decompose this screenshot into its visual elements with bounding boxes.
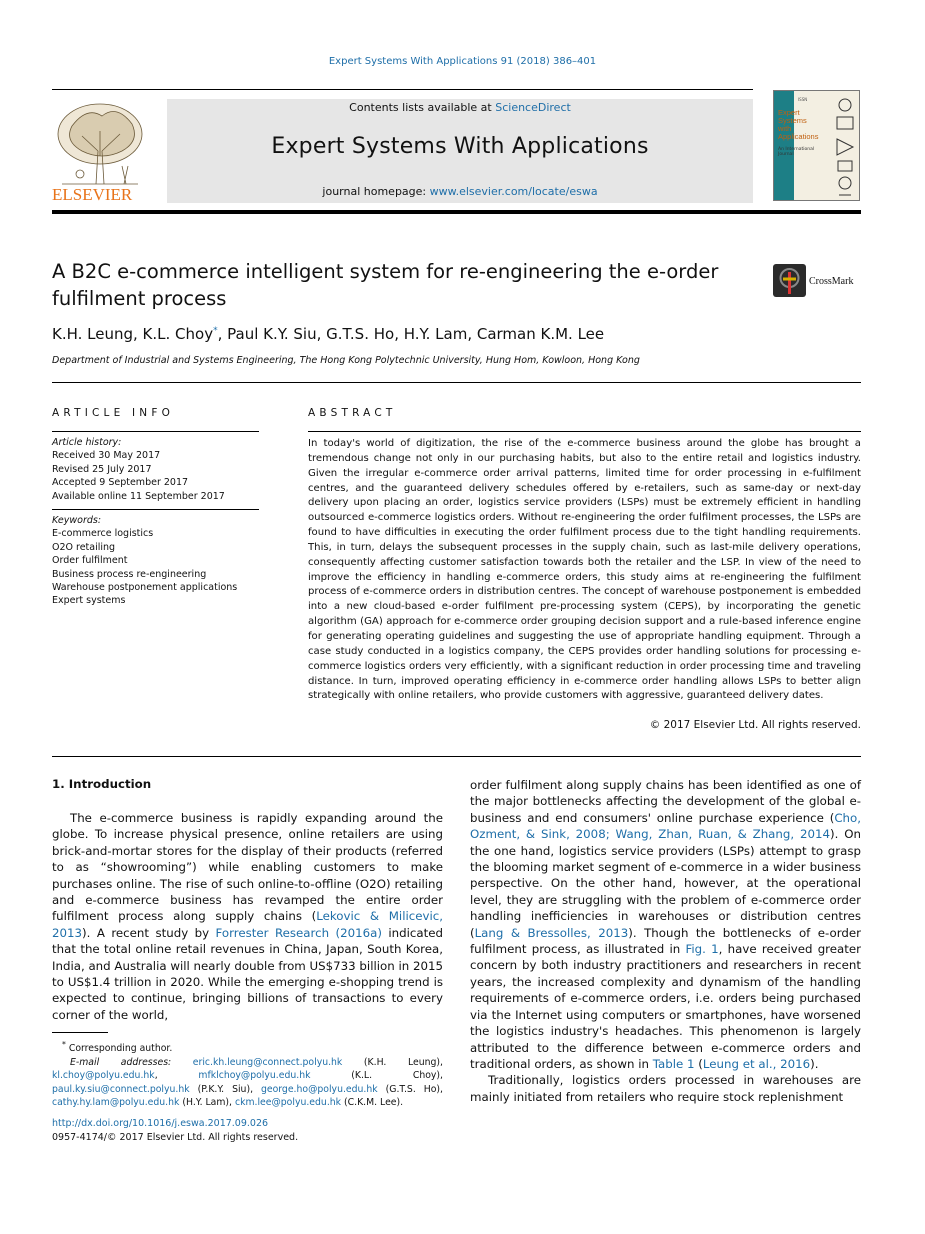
email-link[interactable]: mfklchoy@polyu.edu.hk <box>198 1070 311 1082</box>
paragraph: The e-commerce business is rapidly expanding around the globe. To increase physical presence, online retailers are using brick-and-mortar stores for the display of their products (referred to as “showrooming”) while enabling customers to make purchases online. The rise of such online-to-offline (O2O) retailing and e-commerce business has revamped the entire order fulfilment process along supply chains (Lekovic & Milicevic, 2013). A recent study by Forrester Research (2016a) indicated that the total online retail revenues in China, Japan, South Korea, India, and Australia will nearly double from US$733 billion in 2015 to US$1.4 trillion in 2020. While the emerging e-shopping trend is expected to continue, bringing billions of transactions to every corner of the world, <box>52 811 444 1022</box>
abstract-heading: ABSTRACT <box>308 407 397 419</box>
reference-link[interactable]: Leung et al., 2016 <box>702 1056 811 1071</box>
keyword: Business process re-engineering <box>52 568 207 580</box>
article-info-heading: ARTICLE INFO <box>52 407 175 419</box>
header-bottom-rule <box>52 210 861 214</box>
homepage-line <box>167 185 753 198</box>
author-list <box>52 325 604 343</box>
cover-subtitle: An International Journal <box>778 147 815 157</box>
intro-right-column <box>470 777 861 1105</box>
history-label: Article history: <box>52 437 122 448</box>
contents-line <box>167 101 753 114</box>
email-link[interactable]: paul.ky.siu@connect.polyu.hk <box>52 1083 190 1095</box>
header-top-rule <box>52 89 753 90</box>
email-link[interactable]: eric.kh.leung@connect.polyu.hk <box>192 1056 343 1068</box>
publisher-name: ELSEVIER <box>52 185 133 204</box>
table-link[interactable]: Table 1 <box>652 1056 695 1071</box>
history-accepted: Accepted 9 September 2017 <box>52 477 189 489</box>
issn-line: 0957-4174/© 2017 Elsevier Ltd. All rights reserved. <box>52 1132 299 1143</box>
body-rule <box>52 756 861 757</box>
paragraph: order fulfilment along supply chains has been identified as one of the major bottlenecks affecting the development of the global e-business and end consumers' online purchase experience (Cho, Ozment, & Sink, 2008; Wang, Zhan, Ruan, & Zhang, 2014). On the one hand, logistics service providers (LSPs) attempt to grasp the blooming market segment of e-commerce in a wider business perspective. On the other hand, however, at the operational level, they are struggling with the problem of e-commerce order handling inefficiencies in warehouses or distribution centres (Lang & Bressolles, 2013). Though the bottlenecks of e-order fulfilment process, as illustrated in Fig. 1, have received greater concern by both industry practitioners and researchers in recent years, the increased complexity and dynamism of the handling requirements of e-commerce orders, i.e. orders being purchased via the Internet using computers or smartphones, have worsened the logistics industry's headaches. This phenomenon is largely attributed to the difference between e-commerce orders and traditional orders, as shown in Table 1 (Leung et al., 2016). <box>470 778 861 1071</box>
reference-link[interactable]: Lang & Bressolles, 2013 <box>474 925 629 940</box>
journal-homepage-link[interactable]: www.elsevier.com/locate/eswa <box>429 185 598 198</box>
figure-link[interactable]: Fig. 1 <box>685 942 719 957</box>
email-link[interactable]: george.ho@polyu.edu.hk <box>260 1083 378 1095</box>
affiliation: Department of Industrial and Systems Engineering, The Hong Kong Polytechnic University, Hung Hom, Kowloon, Hong Kong <box>52 355 640 366</box>
journal-title: Expert Systems With Applications <box>271 134 649 159</box>
reference-link[interactable]: Forrester Research (2016a) <box>215 925 382 940</box>
history-online: Available online 11 September 2017 <box>52 490 225 502</box>
elsevier-logo <box>52 96 148 204</box>
keywords <box>52 514 259 608</box>
section-heading: 1. Introduction <box>52 777 152 791</box>
title-rule <box>52 382 861 383</box>
authors-rest: , Paul K.Y. Siu, G.T.S. Ho, H.Y. Lam, Carman K.M. Lee <box>217 325 605 343</box>
abstract-copyright: © 2017 Elsevier Ltd. All rights reserved. <box>649 719 861 731</box>
journal-citation[interactable]: Expert Systems With Applications 91 (2018) 386–401 <box>328 56 597 67</box>
authors-first: K.H. Leung, K.L. Choy <box>52 325 214 343</box>
reference-link[interactable]: Lekovic & Milicevic, 2013 <box>52 909 443 940</box>
email-note: E-mail addresses: eric.kh.leung@connect.polyu.hk (K.H. Leung), kl.choy@polyu.edu.hk, mfklchoy@polyu.edu.hk (K.L. Choy), paul.ky.siu@connect.polyu.hk (P.K.Y. Siu), george.ho@polyu.edu.hk (G.T.S. Ho), cathy.hy.lam@polyu.edu.hk (H.Y. Lam), ckm.lee@polyu.edu.hk (C.K.M. Lee). <box>52 1056 443 1109</box>
intro-left-column <box>52 810 443 1023</box>
paragraph: Traditionally, logistics orders processed in warehouses are mainly initiated from retailers who require stock replenishment <box>470 1073 861 1104</box>
reference-link[interactable]: Cho, Ozment, & Sink, 2008; Wang, Zhan, Ruan, & Zhang, 2014 <box>470 810 861 842</box>
footnote-rule <box>52 1032 108 1033</box>
sciencedirect-link[interactable]: ScienceDirect <box>495 101 571 114</box>
crossmark-label[interactable]: CrossMark <box>809 276 854 287</box>
elsevier-tree-icon <box>52 96 148 204</box>
article-history <box>52 436 259 503</box>
cover-icons <box>832 95 858 199</box>
email-label: E-mail addresses: <box>70 1056 172 1068</box>
crossmark-icon[interactable] <box>773 264 806 297</box>
corresponding-note: * Corresponding author. <box>62 1040 173 1055</box>
keyword: E-commerce logistics <box>52 528 154 540</box>
keyword: Expert systems <box>52 595 126 607</box>
email-link[interactable]: cathy.hy.lam@polyu.edu.hk <box>52 1097 180 1109</box>
keyword: O2O retailing <box>52 541 116 553</box>
contents-prefix: Contents lists available at <box>349 101 496 114</box>
abstract-rule <box>308 431 861 432</box>
email-link[interactable]: ckm.lee@polyu.edu.hk <box>234 1097 342 1109</box>
homepage-prefix: journal homepage: <box>322 185 430 198</box>
footnotes <box>52 1038 443 1110</box>
info-rule <box>52 509 259 510</box>
email-link[interactable]: kl.choy@polyu.edu.hk <box>52 1070 155 1082</box>
keyword: Warehouse postponement applications <box>52 582 238 594</box>
info-rule <box>52 431 259 432</box>
corresponding-author-mark[interactable]: * <box>213 326 218 336</box>
cover-title: Expert Systems with Applications <box>778 108 819 141</box>
history-revised: Revised 25 July 2017 <box>52 463 152 475</box>
abstract-text: In today's world of digitization, the rise of the e-commerce business around the globe has brought a tremendous change not only in our purchasing habits, but also to the entire retail and logistics industry. Given the irregular e-commerce order arrival patterns, limited time for order processing in e-fulfilment centres, and the guaranteed delivery schedules offered by e-retailers, such as same-day or next-day delivery upon placing an order, logistics service providers (LSPs) must be extremely efficient in handling outsourced e-commerce logistics orders. Without re-engineering the order fulfilment processes, the LSPs are found to have difficulties in executing the order fulfilment process due to the tight handling requirements. This, in turn, delays the subsequent processes in the supply chain, such as last-mile delivery operations, consequently affecting customer satisfaction towards both the retailer and the LSP. In view of the need to improve the efficiency in handling e-commerce orders, this study aims at re-engineering the fulfilment process of e-commerce orders in distribution centres. The concept of warehouse postponement is embedded into a new cloud-based e-order fulfilment pre-processing system (CEPS), by incorporating the genetic algorithm (GA) approach for e-commerce order grouping decision support and a rule-based inference engine for generating operating guidelines and suggesting the use of appropriate handling equipment. Through a case study conducted in a logistics company, the CEPS provides order handling solutions for processing e-commerce logistics orders very efficiently, with a significant reduction in order processing time and traveling distance. In turn, improved operating efficiency in e-commerce order handling allows LSPs to better align strategically with online retailers, who provide customers with aggressive, guaranteed delivery dates. <box>308 438 861 702</box>
keyword: Order fulfilment <box>52 555 128 567</box>
paper-title: A B2C e-commerce intelligent system for re-engineering the e-order fulfilment process <box>52 260 719 310</box>
history-received: Received 30 May 2017 <box>52 450 161 462</box>
doi-link[interactable]: http://dx.doi.org/10.1016/j.eswa.2017.09.026 <box>52 1118 269 1129</box>
journal-cover: ISSN Expert Systems with Applications An International Journal <box>773 90 860 201</box>
keywords-label: Keywords: <box>52 515 102 526</box>
